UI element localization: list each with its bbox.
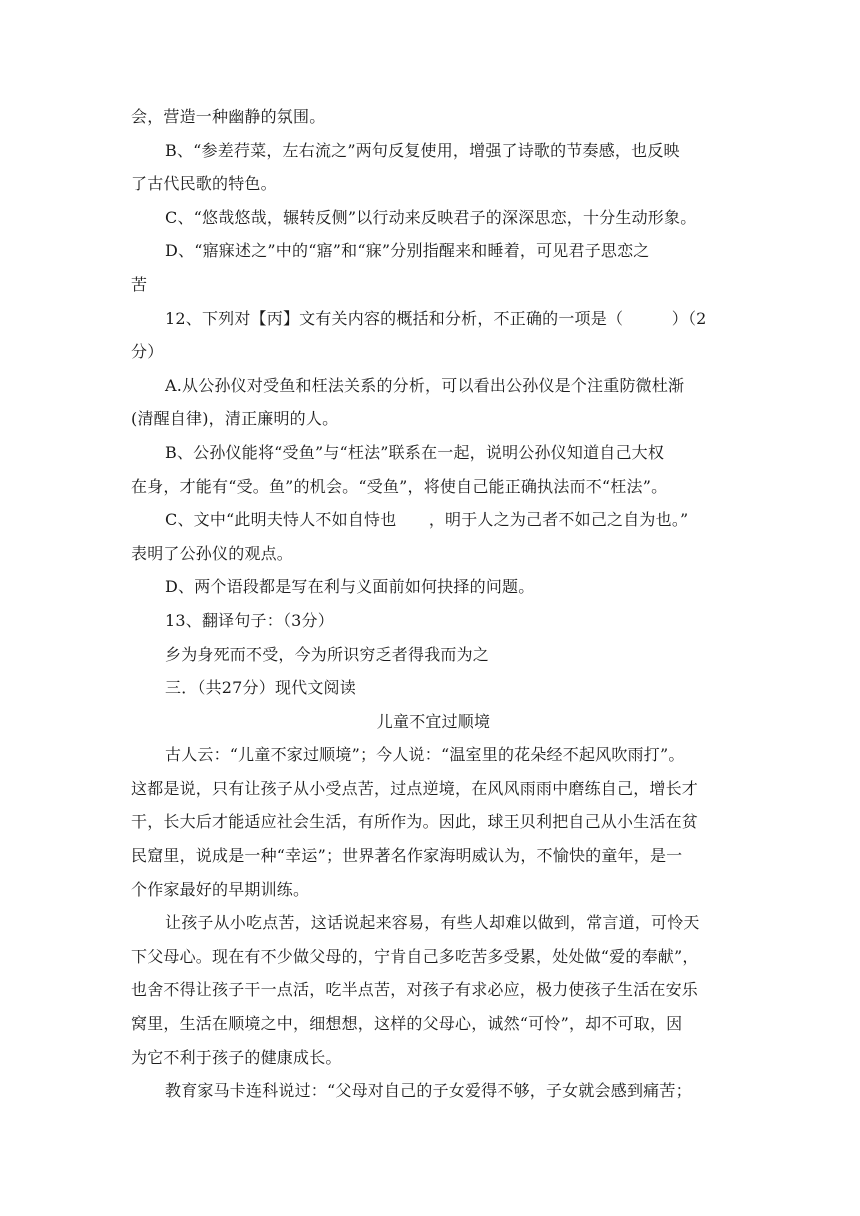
paragraph-line: 民窟里，说成是一种“幸运”；世界著名作家海明威认为，不愉快的童年，是一 — [131, 846, 683, 866]
text-line: 苦 — [131, 274, 148, 294]
option-a-line: A.从公孙仪对受鱼和枉法关系的分析，可以看出公孙仪是个注重防微杜渐 — [165, 375, 685, 395]
text-line: 会，营造一种幽静的氛围。 — [131, 107, 326, 126]
text-line: 了古代民歌的特色。 — [131, 174, 277, 194]
paragraph-line: 窝里，生活在顺境之中，细想想，这样的父母心，诚然“可怜”，却不可取，因 — [131, 1014, 683, 1034]
paragraph-line: 为它不利于孩子的健康成长。 — [131, 1047, 342, 1067]
option-b-line: B、“参差荇菜，左右流之”两句反复使用，增强了诗歌的节奏感，也反映 — [165, 140, 680, 160]
paragraph-line: 这都是说，只有让孩子从小受点苦，过点逆境，在风风雨雨中磨练自己，增长才 — [131, 778, 699, 798]
text-line: 分） — [131, 342, 164, 362]
paragraph-line: 下父母心。现在有不少做父母的，宁肯自己多吃苦多受累，处处做“爱的奉献”， — [131, 946, 699, 966]
paragraph-line: 让孩子从小吃点苦，这话说起来容易，有些人却难以做到，常言道，可怜天 — [165, 913, 700, 933]
paragraph-line: 个作家最好的早期训练。 — [131, 879, 310, 899]
document-body — [131, 100, 736, 1108]
translation-sentence: 乡为身死而不受，今为所识穷乏者得我而为之 — [165, 644, 490, 664]
question-12: 12、下列对【丙】文有关内容的概括和分析，不正确的一项是（ ）（2 — [165, 308, 707, 328]
section-heading: 三．（共27分）现代文阅读 — [165, 678, 356, 698]
option-c-line: C、“悠哉悠哉，辗转反侧”以行动来反映君子的深深思恋，十分生动形象。 — [165, 207, 697, 227]
paragraph-line: 也舍不得让孩子干一点活，吃半点苦，对孩子有求必应，极力使孩子生活在安乐 — [131, 980, 699, 1000]
option-d-line: D、“寤寐述之”中的“寤”和“寐”分别指醒来和睡着，可见君子思恋之 — [165, 241, 650, 261]
question-13: 13、翻译句子：（3分） — [165, 610, 334, 630]
text-line: (清醒自律)，清正廉明的人。 — [131, 409, 339, 429]
text-line: 表明了公孙仪的观点。 — [131, 543, 294, 563]
option-b-line: B、公孙仪能将“受鱼”与“枉法”联系在一起，说明公孙仪知道自己大权 — [165, 442, 665, 462]
text-line: 在身，才能有“受。鱼”的机会。“受鱼”，将使自己能正确执法而不“枉法”。 — [131, 476, 668, 496]
option-d-line: D、两个语段都是写在利与义面前如何抉择的问题。 — [165, 577, 535, 597]
paragraph-line: 教育家马卡连科说过：“父母对自己的子女爱得不够，子女就会感到痛苦； — [165, 1081, 692, 1101]
paragraph-line: 古人云：“儿童不家过顺境”；今人说：“温室里的花朵经不起风吹雨打”。 — [165, 745, 685, 765]
paragraph-line: 干，长大后才能适应社会生活，有所作为。因此，球王贝利把自己从小生活在贫 — [131, 812, 699, 832]
option-c-line: C、文中“此明夫恃人不如自恃也 ，明于人之为己者不如己之自为也。” — [165, 510, 689, 530]
article-title: 儿童不宜过顺境 — [376, 711, 491, 731]
